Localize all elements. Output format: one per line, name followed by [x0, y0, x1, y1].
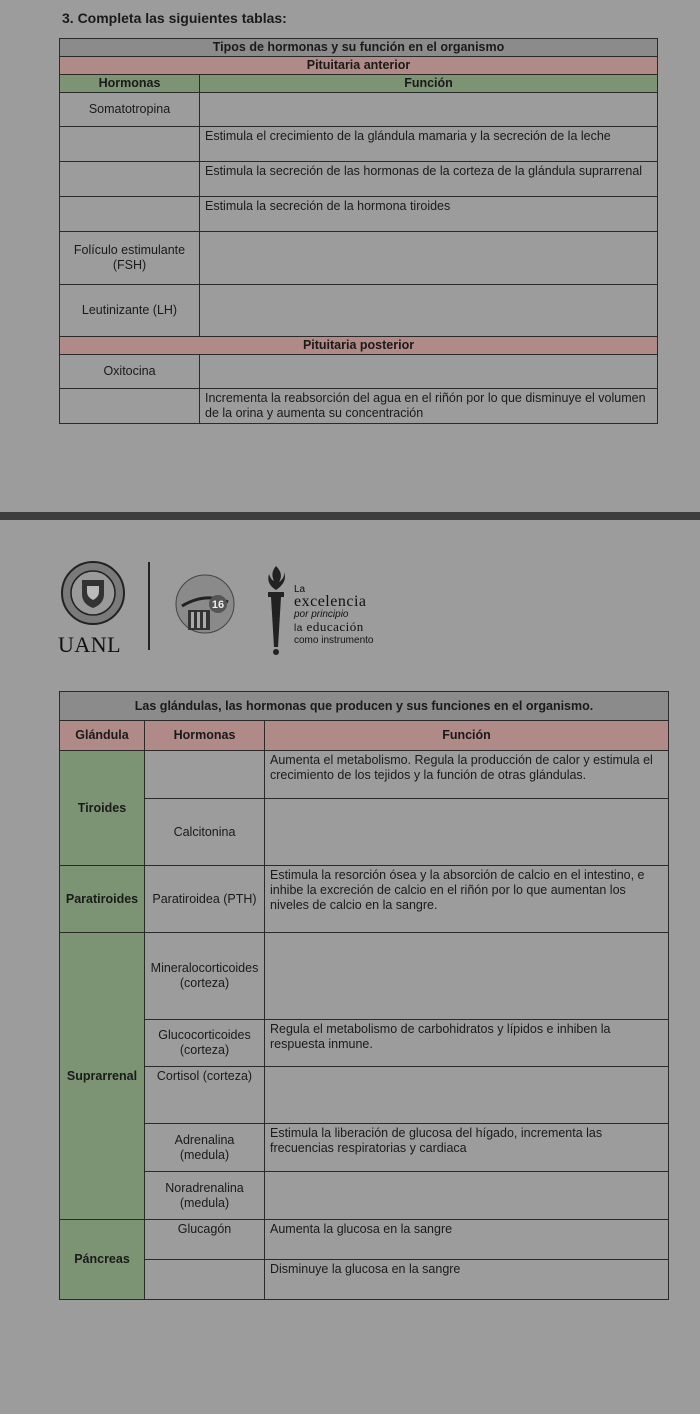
- slogan-por-principio: por principio: [294, 609, 349, 620]
- function-cell: Aumenta el metabolismo. Regula la producción de calor y estimula el crecimiento de los tejidos y la función de otras glándulas.: [265, 751, 669, 799]
- hormone-cell: Cortisol (corteza): [145, 1067, 265, 1124]
- col-header-funcion: Función: [200, 75, 658, 93]
- slogan-como-instrumento: como instrumento: [294, 635, 374, 646]
- slogan-educacion: [294, 620, 373, 635]
- uanl-logos: [56, 560, 456, 660]
- gland-paratiroides: Paratiroides: [60, 866, 145, 933]
- hormone-cell: Calcitonina: [145, 799, 265, 866]
- hormone-cell: [60, 162, 200, 197]
- function-cell: Disminuye la glucosa en la sangre: [265, 1260, 669, 1300]
- function-cell: [200, 93, 658, 127]
- function-cell: Estimula el crecimiento de la glándula mamaria y la secreción de la leche: [200, 127, 658, 162]
- function-cell: [265, 933, 669, 1020]
- slogan-la-small: la: [294, 623, 303, 634]
- torch-icon: [262, 564, 290, 656]
- table-title: Tipos de hormonas y su función en el organismo: [60, 39, 658, 57]
- col-header-hormonas: Hormonas: [60, 75, 200, 93]
- function-cell: [265, 1067, 669, 1124]
- slogan-excelencia: excelencia: [294, 593, 367, 610]
- slogan-educacion-word: educación: [306, 619, 364, 634]
- function-cell: Estimula la secreción de la hormona tiroides: [200, 197, 658, 232]
- hormone-cell: Glucocorticoides (corteza): [145, 1020, 265, 1067]
- function-cell: Incrementa la reabsorción del agua en el riñón por lo que disminuye el volumen de la orina y aumenta su concentración: [200, 389, 658, 424]
- table-title: Las glándulas, las hormonas que producen y sus funciones en el organismo.: [60, 692, 669, 721]
- slogan-la: La: [294, 584, 306, 595]
- col-header-glandula: Glándula: [60, 721, 145, 751]
- logo-separator: [148, 562, 150, 650]
- emblem-number: 16: [211, 599, 225, 611]
- hormone-cell: [145, 1260, 265, 1300]
- hormone-cell: [60, 197, 200, 232]
- hormone-cell: [145, 751, 265, 799]
- section-anterior: Pituitaria anterior: [60, 57, 658, 75]
- col-header-hormonas: Hormonas: [145, 721, 265, 751]
- function-cell: [265, 1172, 669, 1220]
- hormone-cell: Folículo estimulante (FSH): [60, 232, 200, 285]
- hormone-cell: Paratiroidea (PTH): [145, 866, 265, 933]
- hormone-cell: Adrenalina (medula): [145, 1124, 265, 1172]
- glands-table: [59, 691, 669, 1300]
- function-cell: Estimula la liberación de glucosa del hígado, incrementa las frecuencias respiratorias y cardiaca: [265, 1124, 669, 1172]
- hormone-cell: [60, 389, 200, 424]
- gland-pancreas: Páncreas: [60, 1220, 145, 1300]
- function-cell: [200, 355, 658, 389]
- slogan: [294, 584, 373, 646]
- hormone-cell: Leutinizante (LH): [60, 285, 200, 337]
- uanl-text: UANL: [58, 632, 122, 657]
- function-cell: [200, 285, 658, 337]
- anniversary-emblem-icon: [174, 570, 236, 638]
- function-cell: [265, 799, 669, 866]
- hormone-cell: Mineralocorticoides (corteza): [145, 933, 265, 1020]
- hormone-cell: Oxitocina: [60, 355, 200, 389]
- function-cell: Estimula la resorción ósea y la absorción de calcio en el intestino, e inhibe la excreción de calcio en el riñón por lo que aumentan los niveles de calcio en la sangre.: [265, 866, 669, 933]
- gland-tiroides: Tiroides: [60, 751, 145, 866]
- hormones-table: [59, 38, 658, 424]
- university-seal-icon: [60, 560, 126, 626]
- function-cell: [200, 232, 658, 285]
- hormone-cell: Somatotropina: [60, 93, 200, 127]
- col-header-funcion: Función: [265, 721, 669, 751]
- page-divider: [0, 512, 700, 520]
- hormone-cell: Glucagón: [145, 1220, 265, 1260]
- hormone-cell: Noradrenalina (medula): [145, 1172, 265, 1220]
- function-cell: Regula el metabolismo de carbohidratos y lípidos e inhiben la respuesta inmune.: [265, 1020, 669, 1067]
- function-cell: Estimula la secreción de las hormonas de la corteza de la glándula suprarrenal: [200, 162, 658, 197]
- section-posterior: Pituitaria posterior: [60, 337, 658, 355]
- function-cell: Aumenta la glucosa en la sangre: [265, 1220, 669, 1260]
- hormone-cell: [60, 127, 200, 162]
- gland-suprarrenal: Suprarrenal: [60, 933, 145, 1220]
- page-heading: 3. Completa las siguientes tablas:: [62, 10, 287, 26]
